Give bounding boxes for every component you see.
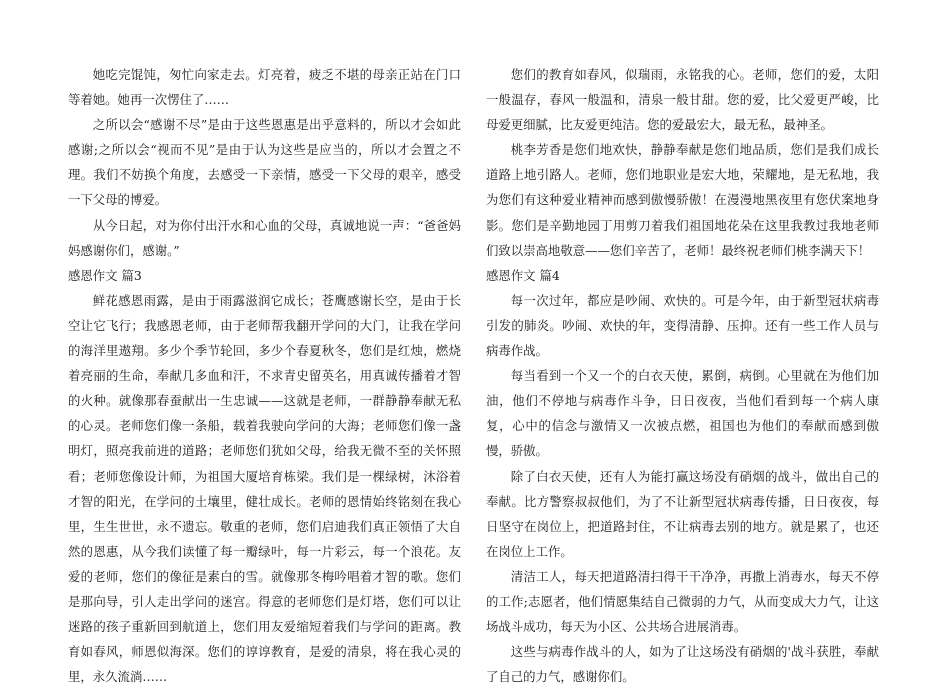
paragraph: 除了白衣天使，还有人为能打赢这场没有硝烟的战斗，做出自己的奉献。比方警察叔叔他们，为了不让新型冠状病毒传播，日日夜夜，每日坚守在岗位上，把道路封住，不让病毒去别的地方。就是累了，也还在岗位上工作。 [486, 468, 879, 559]
paragraph: 她吃完馄饨，匆忙向家走去。灯亮着，疲乏不堪的母亲正站在门口等着她。她再一次愣住了…… [68, 67, 461, 108]
paragraph: 鲜花感恩雨露，是由于雨露滋润它成长；苍鹰感谢长空，是由于长空让它飞行；我感恩老师，由于老师帮我翻开学问的大门，让我在学问的海洋里遨翔。多少个季节轮回，多少个春夏秋冬，您们是红烛，燃烧着亮丽的生命，奉献几多血和汗，不求青史留英名，用真诚传播着才智的火种。就像那春蚕献出一生忠诚——这就是老师，一群静静奉献无私的心灵。老师您们像一条船，载着我驶向学问的大海；老师您们像一盏明灯，照亮我前进的道路；老师您们犹如父母，给我无微不至的关怀照看；老师您像设计师，为祖国大厦培育栋梁。我们是一棵绿树，沐浴着才智的阳光，在学问的土壤里，健壮成长。老师的恩情始终铭刻在我心里，生生世世，永不遗忘。敬重的老师，您们启迪我们真正领悟了大自然的恩惠，从今我们读懂了每一瓣绿叶，每一片彩云，每一个浪花。友爱的老师，您们的像征是素白的雪。就像那冬梅吟唱着才智的歌。您们是那向导，引人走出学问的迷宫。得意的老师您们是灯塔，您们可以让迷路的孩子重新回到航道上，您们用友爱缩短着我们与学问的距离。教育如春风，师恩似海深。您们的谆谆教育，是爱的清泉，将在我心灵的里，永久流淌…… [68, 292, 461, 685]
paragraph: 从今日起，对为你付出汗水和心血的父母，真诚地说一声：“爸爸妈妈感谢你们，感谢。” [68, 217, 461, 258]
right-column [486, 62, 879, 689]
left-column [68, 62, 461, 689]
section-title: 感恩作文 篇4 [486, 267, 560, 283]
paragraph: 您们的教育如春风，似瑞雨，永铭我的心。老师，您们的爱，太阳一般温存，春风一般温和，清泉一般甘甜。您的爱，比父爱更严峻，比母爱更细腻，比友爱更纯洁。您的爱最宏大，最无私，最神圣。 [486, 67, 879, 133]
section-title: 感恩作文 篇3 [68, 267, 142, 283]
paragraph: 这些与病毒作战斗的人，如为了让这场没有硝烟的'战斗获胜，奉献了自己的力气，感谢你们。 [486, 644, 879, 685]
paragraph: 每一次过年，都应是吵闹、欢快的。可是今年，由于新型冠状病毒引发的肺炎。吵闹、欢快的年，变得清静、压抑。还有一些工作人员与病毒作战。 [486, 292, 879, 359]
paragraph: 清洁工人，每天把道路清扫得干干净净，再撒上消毒水，每天不停的工作;志愿者，他们情愿集结自己微弱的力气，从而变成大力气，让这场战斗成功，每天为小区、公共场合进展消毒。 [486, 568, 879, 635]
paragraph: 每当看到一个又一个的白衣天使，累倒，病倒。心里就在为他们加油，他们不停地与病毒作斗争，日日夜夜，当他们看到每一个病人康复，心中的信念与激情又一次被点燃，祖国也为他们的奉献而感到傲慢，骄傲。 [486, 368, 879, 459]
paragraph: 桃李芳香是您们地欢快，静静奉献是您们地品质，您们是我们成长道路上地引路人。老师，您们地职业是宏大地，荣耀地，是无私地，我为您们有这种爱业精神而感到傲慢骄傲！在漫漫地黑夜里有您伏案地身影。您们是辛勤地园丁用剪刀着我们祖国地花朵在这里我教过我地老师们致以崇高地敬意——您们辛苦了，老师！最终祝老师们桃李满天下！ [486, 142, 879, 258]
paragraph: 之所以会“感谢不尽”是由于这些恩惠是出乎意料的，所以才会如此感谢;之所以会“视而不见”是由于认为这些是应当的，所以才会置之不理。我们不妨换个角度，去感受一下亲情，感受一下父母的艰辛，感受一下父母的博爱。 [68, 117, 461, 208]
